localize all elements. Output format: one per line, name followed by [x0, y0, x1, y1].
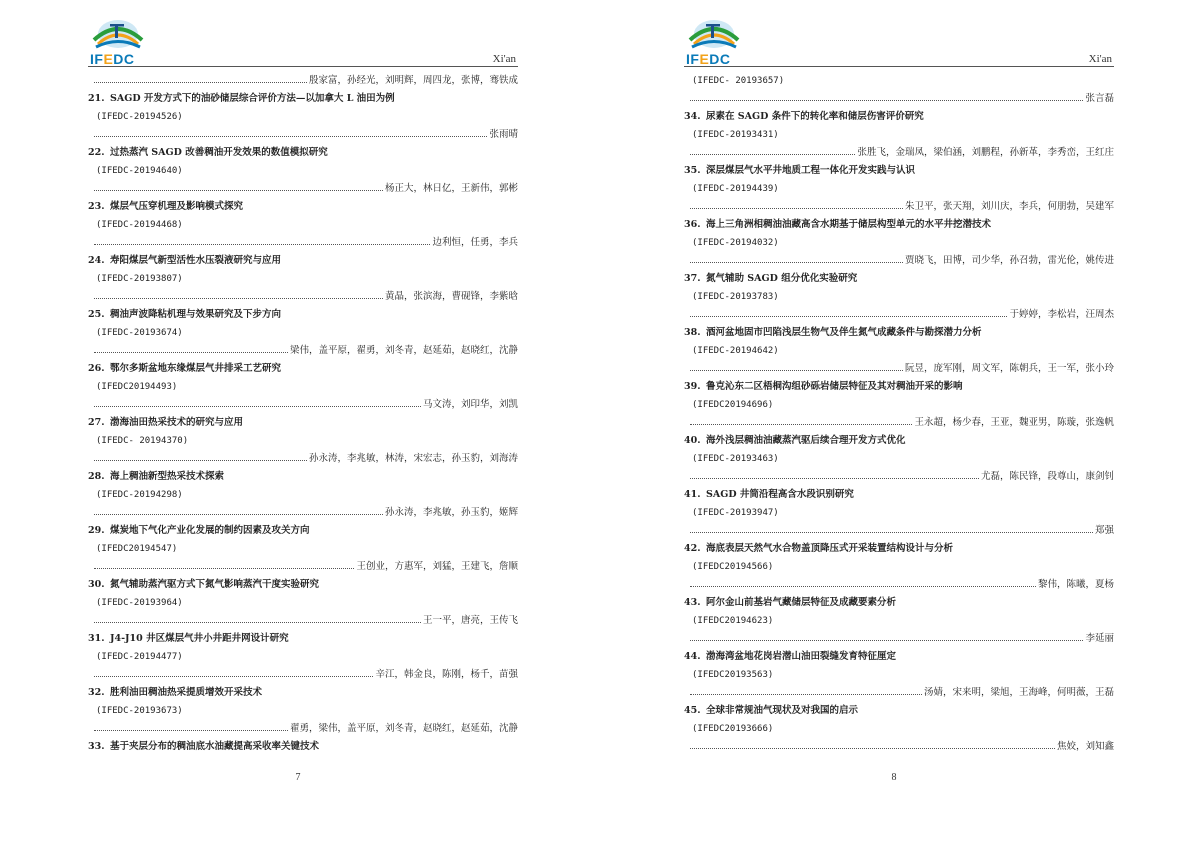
ifedc-logo: IFEDC [684, 14, 746, 66]
paper-title-text: 稠油声波降粘机理与效果研究及下步方向 [110, 309, 282, 320]
paper-title-text: 胜利油田稠油热采提质增效开采技术 [110, 687, 263, 698]
paper-number: 35. [684, 165, 701, 176]
paper-title-text: 海上稠油新型热采技术探索 [110, 471, 225, 482]
author-names: 张雨晴 [489, 129, 518, 140]
paper-list [88, 72, 518, 756]
paper-number: 25. [88, 309, 105, 320]
paper-title-text: 鄂尔多斯盆地东缘煤层气井排采工艺研究 [110, 363, 282, 374]
dot-leader [94, 730, 288, 731]
paper-title [88, 252, 518, 270]
paper-title-text: 尿素在 SAGD 条件下的转化率和储层伤害评价研究 [706, 111, 924, 122]
paper-authors [88, 720, 518, 738]
dot-leader [94, 514, 383, 515]
paper-code: (IFEDC20194566) [692, 562, 774, 572]
author-names: 汤婧，宋来明，梁旭，王海峰，何明薇，王磊 [923, 687, 1114, 698]
paper-code: (IFEDC-20194468) [96, 220, 183, 230]
paper-title [684, 594, 1114, 612]
header-rule [88, 66, 518, 67]
paper-title-text: 寿阳煤层气新型活性水压裂液研究与应用 [110, 255, 282, 266]
paper-authors [88, 612, 518, 630]
dot-leader [690, 478, 979, 479]
dot-leader [690, 100, 1083, 101]
paper-authors [684, 306, 1114, 324]
paper-code: (IFEDC20194547) [96, 544, 178, 554]
page-number: 8 [891, 772, 897, 783]
author-names: 王永超，杨少春，王亚，魏亚男，陈璇，张逸帆 [914, 417, 1114, 428]
dot-leader [94, 406, 421, 407]
dot-leader [690, 316, 1007, 317]
author-names: 王一平，唐亮，王传飞 [422, 615, 518, 626]
header-city: Xi'an [492, 53, 516, 65]
paper-code: (IFEDC20194493) [96, 382, 178, 392]
paper-number: 21. [88, 93, 105, 104]
author-names: 孙永涛，李兆敏，孙玉豹，姬辉 [384, 507, 518, 518]
author-names: 李延丽 [1085, 633, 1114, 644]
dot-leader [690, 586, 1036, 587]
author-names: 孙永涛，李兆敏，林涛，宋宏志，孙玉豹，刘海涛 [308, 453, 518, 464]
author-names: 马文涛，刘印华，刘凯 [422, 399, 518, 410]
paper-title-text: 海上三角洲相稠油油藏高含水期基于储层构型单元的水平井挖潜技术 [706, 219, 992, 230]
paper-number: 45. [684, 705, 701, 716]
paper-title-text: 海外浅层稠油油藏蒸汽驱后续合理开发方式优化 [706, 435, 906, 446]
paper-number: 41. [684, 489, 701, 500]
paper-title-text: 煤炭地下气化产业化发展的制约因素及攻关方向 [110, 525, 310, 536]
paper-title-text: SAGD 井筒沿程高含水段识别研究 [706, 489, 854, 500]
dot-leader [94, 190, 383, 191]
paper-code: (IFEDC-20193673) [96, 706, 183, 716]
paper-authors [88, 558, 518, 576]
paper-title [88, 198, 518, 216]
author-names: 于婷婷，李松岩，汪周杰 [1009, 309, 1114, 320]
author-names: 黄晶，张滨海，曹砚锋，李紫晗 [384, 291, 518, 302]
paper-number: 27. [88, 417, 105, 428]
paper-authors: 张言磊 [684, 90, 1114, 108]
paper-code: (IFEDC- 20193657) [692, 76, 785, 86]
paper-code: (IFEDC- 20194370) [96, 436, 189, 446]
paper-code: (IFEDC-20193431) [692, 130, 779, 140]
paper-code: (IFEDC-20194477) [96, 652, 183, 662]
dot-leader [94, 460, 307, 461]
paper-code: (IFEDC20193563) [692, 670, 774, 680]
author-names: 梁伟，盖平原，翟勇，刘冬青，赵延茹，赵晓红，沈静 [289, 345, 518, 356]
paper-list [684, 72, 1114, 756]
dot-leader [690, 640, 1083, 641]
paper-title-text: SAGD 开发方式下的油砂储层综合评价方法—以加拿大 L 油田为例 [110, 93, 395, 104]
paper-authors [88, 396, 518, 414]
paper-title [684, 324, 1114, 342]
dot-leader [690, 694, 922, 695]
author-names: 边利恒，任勇，李兵 [432, 237, 518, 248]
paper-authors [684, 630, 1114, 648]
paper-number: 29. [88, 525, 105, 536]
page-header [684, 14, 1114, 66]
paper-title-text: 氮气辅助 SAGD 组分优化实验研究 [706, 273, 858, 284]
paper-title-text: 海底表层天然气水合物盖顶降压式开采装置结构设计与分析 [706, 543, 954, 554]
paper-title [88, 144, 518, 162]
paper-code: (IFEDC-20194298) [96, 490, 183, 500]
paper-number: 42. [684, 543, 701, 554]
author-names: 黎伟，陈曦，夏杨 [1037, 579, 1114, 590]
paper-code: (IFEDC-20193783) [692, 292, 779, 302]
paper-authors [88, 234, 518, 252]
paper-title-text: 鲁克沁东二区梧桐沟组砂砾岩储层特征及其对稠油开采的影响 [706, 381, 963, 392]
paper-authors [684, 144, 1114, 162]
paper-authors [684, 576, 1114, 594]
author-names: 辛江，韩金良，陈刚，杨千，苗强 [375, 669, 518, 680]
paper-number: 23. [88, 201, 105, 212]
dot-leader [94, 136, 487, 137]
paper-title-text: 渤海油田热采技术的研究与应用 [110, 417, 244, 428]
paper-authors [684, 198, 1114, 216]
paper-number: 34. [684, 111, 701, 122]
paper-title [684, 108, 1114, 126]
paper-code: (IFEDC-20193807) [96, 274, 183, 284]
paper-number: 39. [684, 381, 701, 392]
dot-leader [94, 622, 421, 623]
paper-title-text: 煤层气压穿机理及影响模式探究 [110, 201, 244, 212]
dot-leader [94, 298, 383, 299]
paper-code: (IFEDC-20193463) [692, 454, 779, 464]
paper-code: (IFEDC-20193947) [692, 508, 779, 518]
paper-title [88, 630, 518, 648]
paper-number: 33. [88, 741, 105, 752]
paper-title-text: 基于夹层分布的稠油底水油藏提高采收率关键技术 [110, 741, 320, 752]
paper-title [88, 414, 518, 432]
paper-title [684, 162, 1114, 180]
paper-authors [88, 504, 518, 522]
paper-authors [684, 252, 1114, 270]
author-names: 翟勇，梁伟，盖平原，刘冬青，赵晓红，赵延茹，沈静 [289, 723, 518, 734]
paper-number: 31. [88, 633, 105, 644]
author-names: 朱卫平，张天翔，刘川庆，李兵，何朋勃，吴建军 [904, 201, 1114, 212]
author-names: 杨正大，林日亿，王新伟，郭彬 [384, 183, 518, 194]
paper-code: (IFEDC20194696) [692, 400, 774, 410]
paper-title [684, 486, 1114, 504]
paper-title-text: 氮气辅助蒸汽驱方式下氮气影响蒸汽干度实验研究 [110, 579, 320, 590]
author-names: 焦姣，刘知鑫 [1056, 741, 1114, 752]
paper-authors [88, 666, 518, 684]
paper-title [684, 378, 1114, 396]
paper-title [684, 216, 1114, 234]
paper-title-text: 阿尔金山前基岩气藏储层特征及成藏要素分析 [706, 597, 897, 608]
author-names: 王创业，方惠军，刘猛，王建飞，詹顺 [356, 561, 518, 572]
dot-leader [690, 748, 1055, 749]
paper-code: (IFEDC20194623) [692, 616, 774, 626]
dot-leader [690, 208, 903, 209]
paper-code: (IFEDC-20193674) [96, 328, 183, 338]
dot-leader [94, 676, 373, 677]
paper-title [684, 648, 1114, 666]
author-names: 阮昱，庞军刚，周文军，陈朝兵，王一军，张小玲 [904, 363, 1114, 374]
paper-authors [684, 684, 1114, 702]
dot-leader [94, 244, 430, 245]
paper-authors [684, 522, 1114, 540]
paper-number: 30. [88, 579, 105, 590]
page-header [88, 14, 518, 66]
paper-number: 40. [684, 435, 701, 446]
paper-title [88, 306, 518, 324]
paper-title [88, 738, 518, 756]
author-names: 张胜飞，金瑞凤，梁伯涵，刘鹏程，孙新革，李秀峦，王红庄 [857, 147, 1114, 158]
paper-code: (IFEDC-20194640) [96, 166, 183, 176]
paper-authors: 殷家富，孙经光，刘明辉，周四龙，张博，骞铁成 [88, 72, 518, 90]
paper-title [88, 90, 518, 108]
paper-authors [88, 180, 518, 198]
paper-authors [684, 360, 1114, 378]
paper-title [88, 576, 518, 594]
paper-title [684, 702, 1114, 720]
author-names: 贾晓飞，田博，司少华，孙召勃，雷光伦，姚传进 [904, 255, 1114, 266]
paper-code: (IFEDC20193666) [692, 724, 774, 734]
paper-authors [684, 738, 1114, 756]
paper-title [684, 432, 1114, 450]
dot-leader [94, 352, 288, 353]
paper-number: 37. [684, 273, 701, 284]
page-number: 7 [295, 772, 301, 783]
paper-code: (IFEDC-20194439) [692, 184, 779, 194]
paper-number: 36. [684, 219, 701, 230]
paper-number: 24. [88, 255, 105, 266]
page-8 [596, 0, 1192, 842]
paper-number: 32. [88, 687, 105, 698]
paper-authors [88, 126, 518, 144]
paper-title [684, 270, 1114, 288]
paper-title [684, 540, 1114, 558]
paper-authors [88, 450, 518, 468]
paper-number: 26. [88, 363, 105, 374]
paper-authors [88, 342, 518, 360]
paper-number: 22. [88, 147, 105, 158]
paper-number: 38. [684, 327, 701, 338]
paper-code: (IFEDC-20194032) [692, 238, 779, 248]
paper-title [88, 522, 518, 540]
paper-code: (IFEDC-20194526) [96, 112, 183, 122]
dot-leader [690, 154, 855, 155]
author-names: 郑强 [1094, 525, 1114, 536]
paper-title [88, 684, 518, 702]
paper-title-text: 全球非常规油气现状及对我国的启示 [706, 705, 859, 716]
paper-code: (IFEDC-20193964) [96, 598, 183, 608]
dot-leader [690, 370, 903, 371]
paper-title-text: 过热蒸汽 SAGD 改善稠油开发效果的数值模拟研究 [110, 147, 328, 158]
dot-leader [94, 568, 354, 569]
paper-title-text: 酒河盆地固市凹陷浅层生物气及伴生氮气成藏条件与勘探潜力分析 [706, 327, 982, 338]
paper-number: 28. [88, 471, 105, 482]
paper-title [88, 468, 518, 486]
paper-title [88, 360, 518, 378]
paper-code: (IFEDC-20194642) [692, 346, 779, 356]
paper-title-text: 渤海湾盆地花岗岩潜山油田裂缝发育特征厘定 [706, 651, 897, 662]
paper-number: 44. [684, 651, 701, 662]
author-names: 尤磊，陈民锋，段尊山，康剑钊 [980, 471, 1114, 482]
dot-leader [690, 532, 1093, 533]
dot-leader [690, 262, 903, 263]
ifedc-logo: IFEDC [88, 14, 150, 66]
paper-number: 43. [684, 597, 701, 608]
paper-title-text: J4-J10 井区煤层气井小井距井网设计研究 [110, 633, 289, 644]
header-rule [684, 66, 1114, 67]
header-city: Xi'an [1088, 53, 1112, 65]
paper-title-text: 深层煤层气水平井地质工程一体化开发实践与认识 [706, 165, 916, 176]
paper-authors [684, 414, 1114, 432]
dot-leader [94, 82, 307, 83]
paper-authors [88, 288, 518, 306]
dot-leader [690, 424, 912, 425]
paper-authors [684, 468, 1114, 486]
